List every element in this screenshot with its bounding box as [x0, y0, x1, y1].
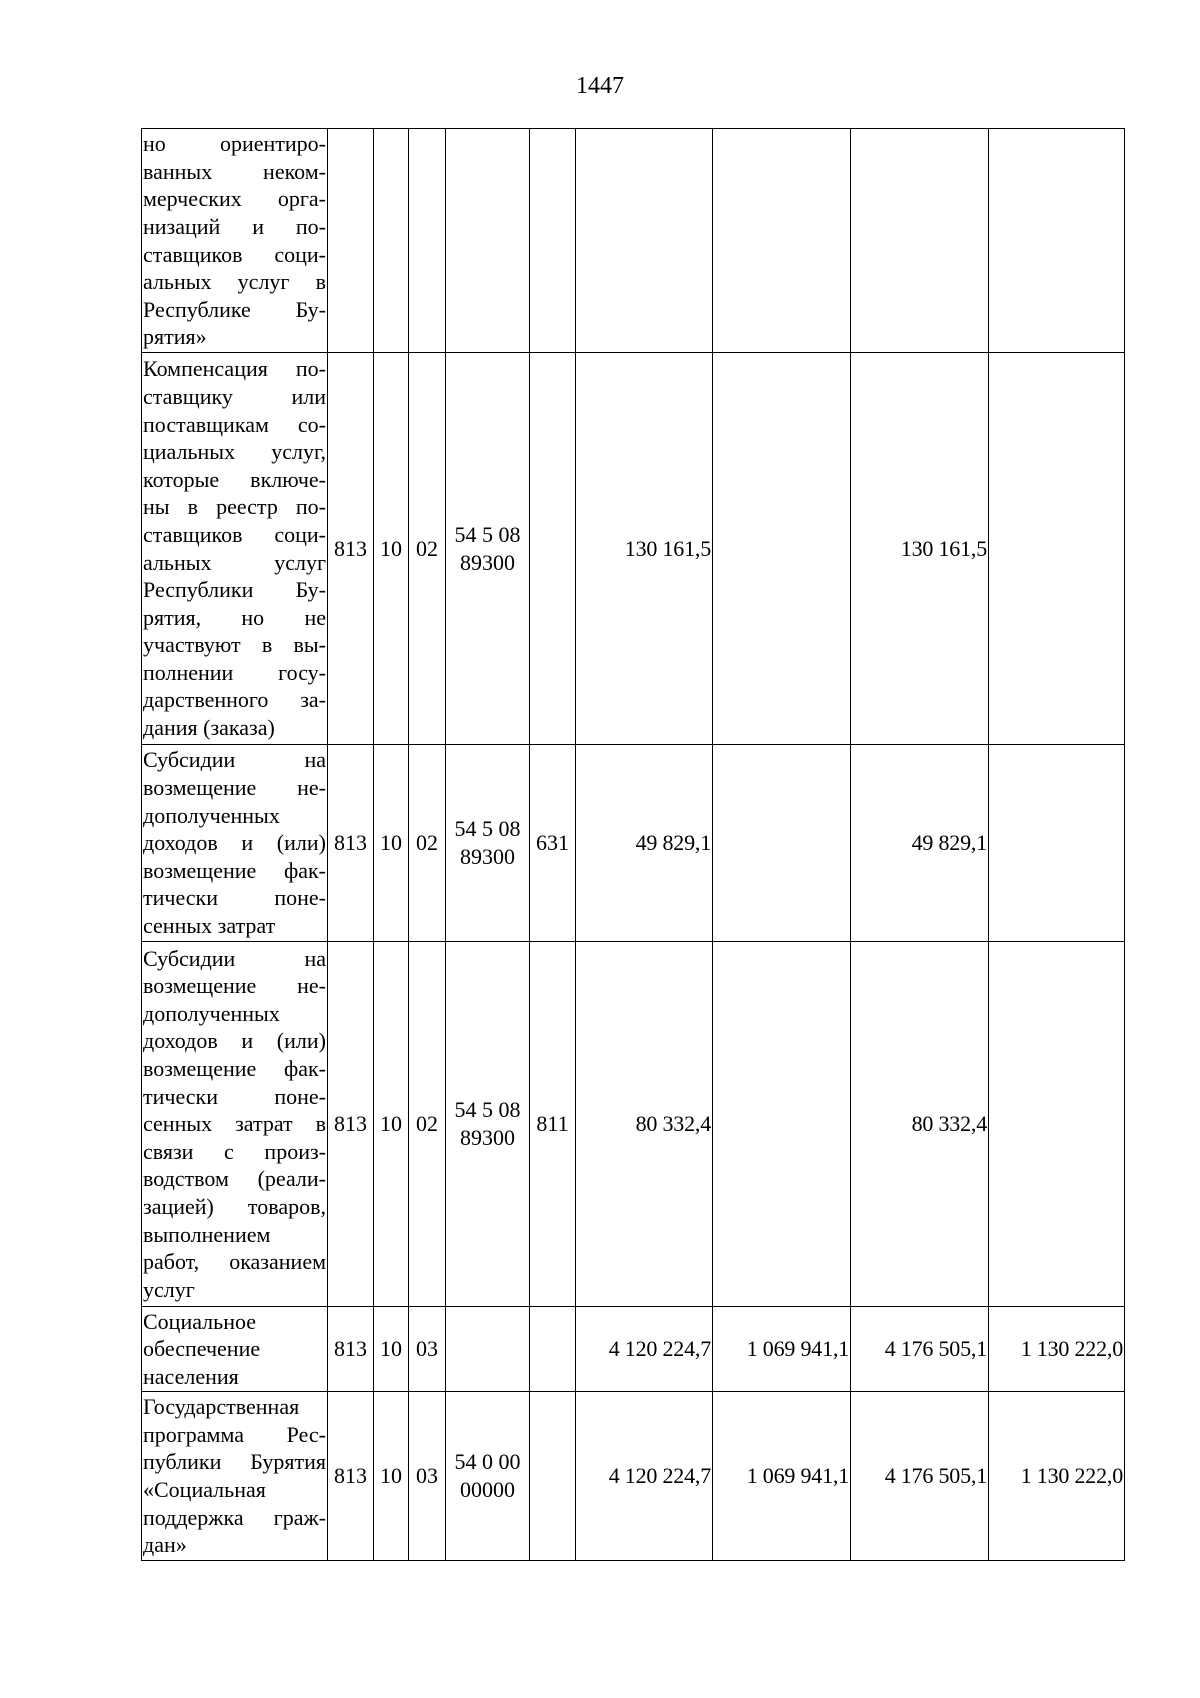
section-code: 10 [374, 942, 409, 1307]
amount-year-1-federal [713, 129, 851, 353]
table-row [142, 1392, 1125, 1561]
amount-year-2-federal [989, 942, 1125, 1307]
subsection-code: 03 [409, 1307, 446, 1392]
amount-year-1 [576, 129, 713, 353]
amount-year-1: 130 161,5 [576, 353, 713, 745]
expense-type-code [530, 1392, 576, 1561]
table-row [142, 353, 1125, 745]
row-name: Субсидии на возмещение не-дополученных доходов и (или) возмещение фак-тически поне-сенных затрат [142, 745, 328, 942]
target-article-code [446, 129, 530, 353]
amount-year-1: 80 332,4 [576, 942, 713, 1307]
amount-year-2: 80 332,4 [851, 942, 989, 1307]
amount-year-2: 4 176 505,1 [851, 1392, 989, 1561]
subsection-code: 02 [409, 353, 446, 745]
target-article-line-2: 89300 [460, 844, 515, 869]
expense-type-code [530, 129, 576, 353]
target-article-code [446, 353, 530, 745]
section-code: 10 [374, 1392, 409, 1561]
amount-year-1-federal: 1 069 941,1 [713, 1307, 851, 1392]
amount-year-2-federal [989, 353, 1125, 745]
target-article-code [446, 1392, 530, 1561]
table-row [142, 942, 1125, 1307]
table-row [142, 129, 1125, 353]
target-article-line-1: 54 5 08 [454, 816, 521, 842]
target-article-code [446, 942, 530, 1307]
section-code: 10 [374, 745, 409, 942]
expense-type-code [530, 353, 576, 745]
amount-year-2 [851, 129, 989, 353]
amount-year-1-federal [713, 745, 851, 942]
ministry-code: 813 [328, 1392, 374, 1561]
subsection-code [409, 129, 446, 353]
expense-type-code: 811 [530, 942, 576, 1307]
row-name: Субсидии на возмещение не-дополученных доходов и (или) возмещение фак-тически поне-сенных затрат в связи с произ-водством (реали-зацией) товаров, выполнением работ, оказанием услуг [142, 942, 328, 1307]
target-article-line-1: 54 0 00 [454, 1449, 521, 1475]
amount-year-1: 4 120 224,7 [576, 1307, 713, 1392]
target-article-code [446, 1307, 530, 1392]
target-article-line-1: 54 5 08 [454, 521, 521, 547]
amount-year-1-federal: 1 069 941,1 [713, 1392, 851, 1561]
amount-year-1-federal [713, 353, 851, 745]
table-row [142, 745, 1125, 942]
subsection-code: 03 [409, 1392, 446, 1561]
target-article-line-2: 00000 [460, 1477, 515, 1502]
row-name: Компенсация по-ставщику или поставщикам со-циальных услуг, которые включе-ны в реестр по-ставщиков соци-альных услуг Республики Бу-рятия, но не участвуют в вы-полнении госу-дарственного за-дания (заказа) [142, 353, 328, 745]
row-name: но ориентиро-ванных неком-мерческих орга-низаций и по-ставщиков соци-альных услуг в Республике Бу-рятия» [142, 129, 328, 353]
target-article-code [446, 745, 530, 942]
expense-type-code: 631 [530, 745, 576, 942]
target-article-line-1: 54 5 08 [454, 1097, 521, 1123]
amount-year-1: 4 120 224,7 [576, 1392, 713, 1561]
amount-year-2-federal: 1 130 222,0 [989, 1392, 1125, 1561]
amount-year-1: 49 829,1 [576, 745, 713, 942]
row-name: Государственная программа Рес-публики Бурятия «Социальная поддержка граж-дан» [142, 1392, 328, 1561]
amount-year-1-federal [713, 942, 851, 1307]
amount-year-2: 4 176 505,1 [851, 1307, 989, 1392]
amount-year-2-federal [989, 129, 1125, 353]
section-code: 10 [374, 353, 409, 745]
amount-year-2: 130 161,5 [851, 353, 989, 745]
amount-year-2-federal: 1 130 222,0 [989, 1307, 1125, 1392]
row-name: Социальное обеспечение населения [142, 1307, 328, 1392]
target-article-line-2: 89300 [460, 549, 515, 575]
section-code [374, 129, 409, 353]
table-row [142, 1307, 1125, 1392]
ministry-code: 813 [328, 1307, 374, 1392]
subsection-code: 02 [409, 745, 446, 942]
amount-year-2-federal [989, 745, 1125, 942]
ministry-code: 813 [328, 745, 374, 942]
page-number: 1447 [576, 73, 624, 99]
ministry-code: 813 [328, 942, 374, 1307]
budget-table [141, 128, 1125, 1561]
amount-year-2: 49 829,1 [851, 745, 989, 942]
target-article-line-2: 89300 [460, 1125, 515, 1150]
ministry-code [328, 129, 374, 353]
subsection-code: 02 [409, 942, 446, 1307]
section-code: 10 [374, 1307, 409, 1392]
expense-type-code [530, 1307, 576, 1392]
ministry-code: 813 [328, 353, 374, 745]
